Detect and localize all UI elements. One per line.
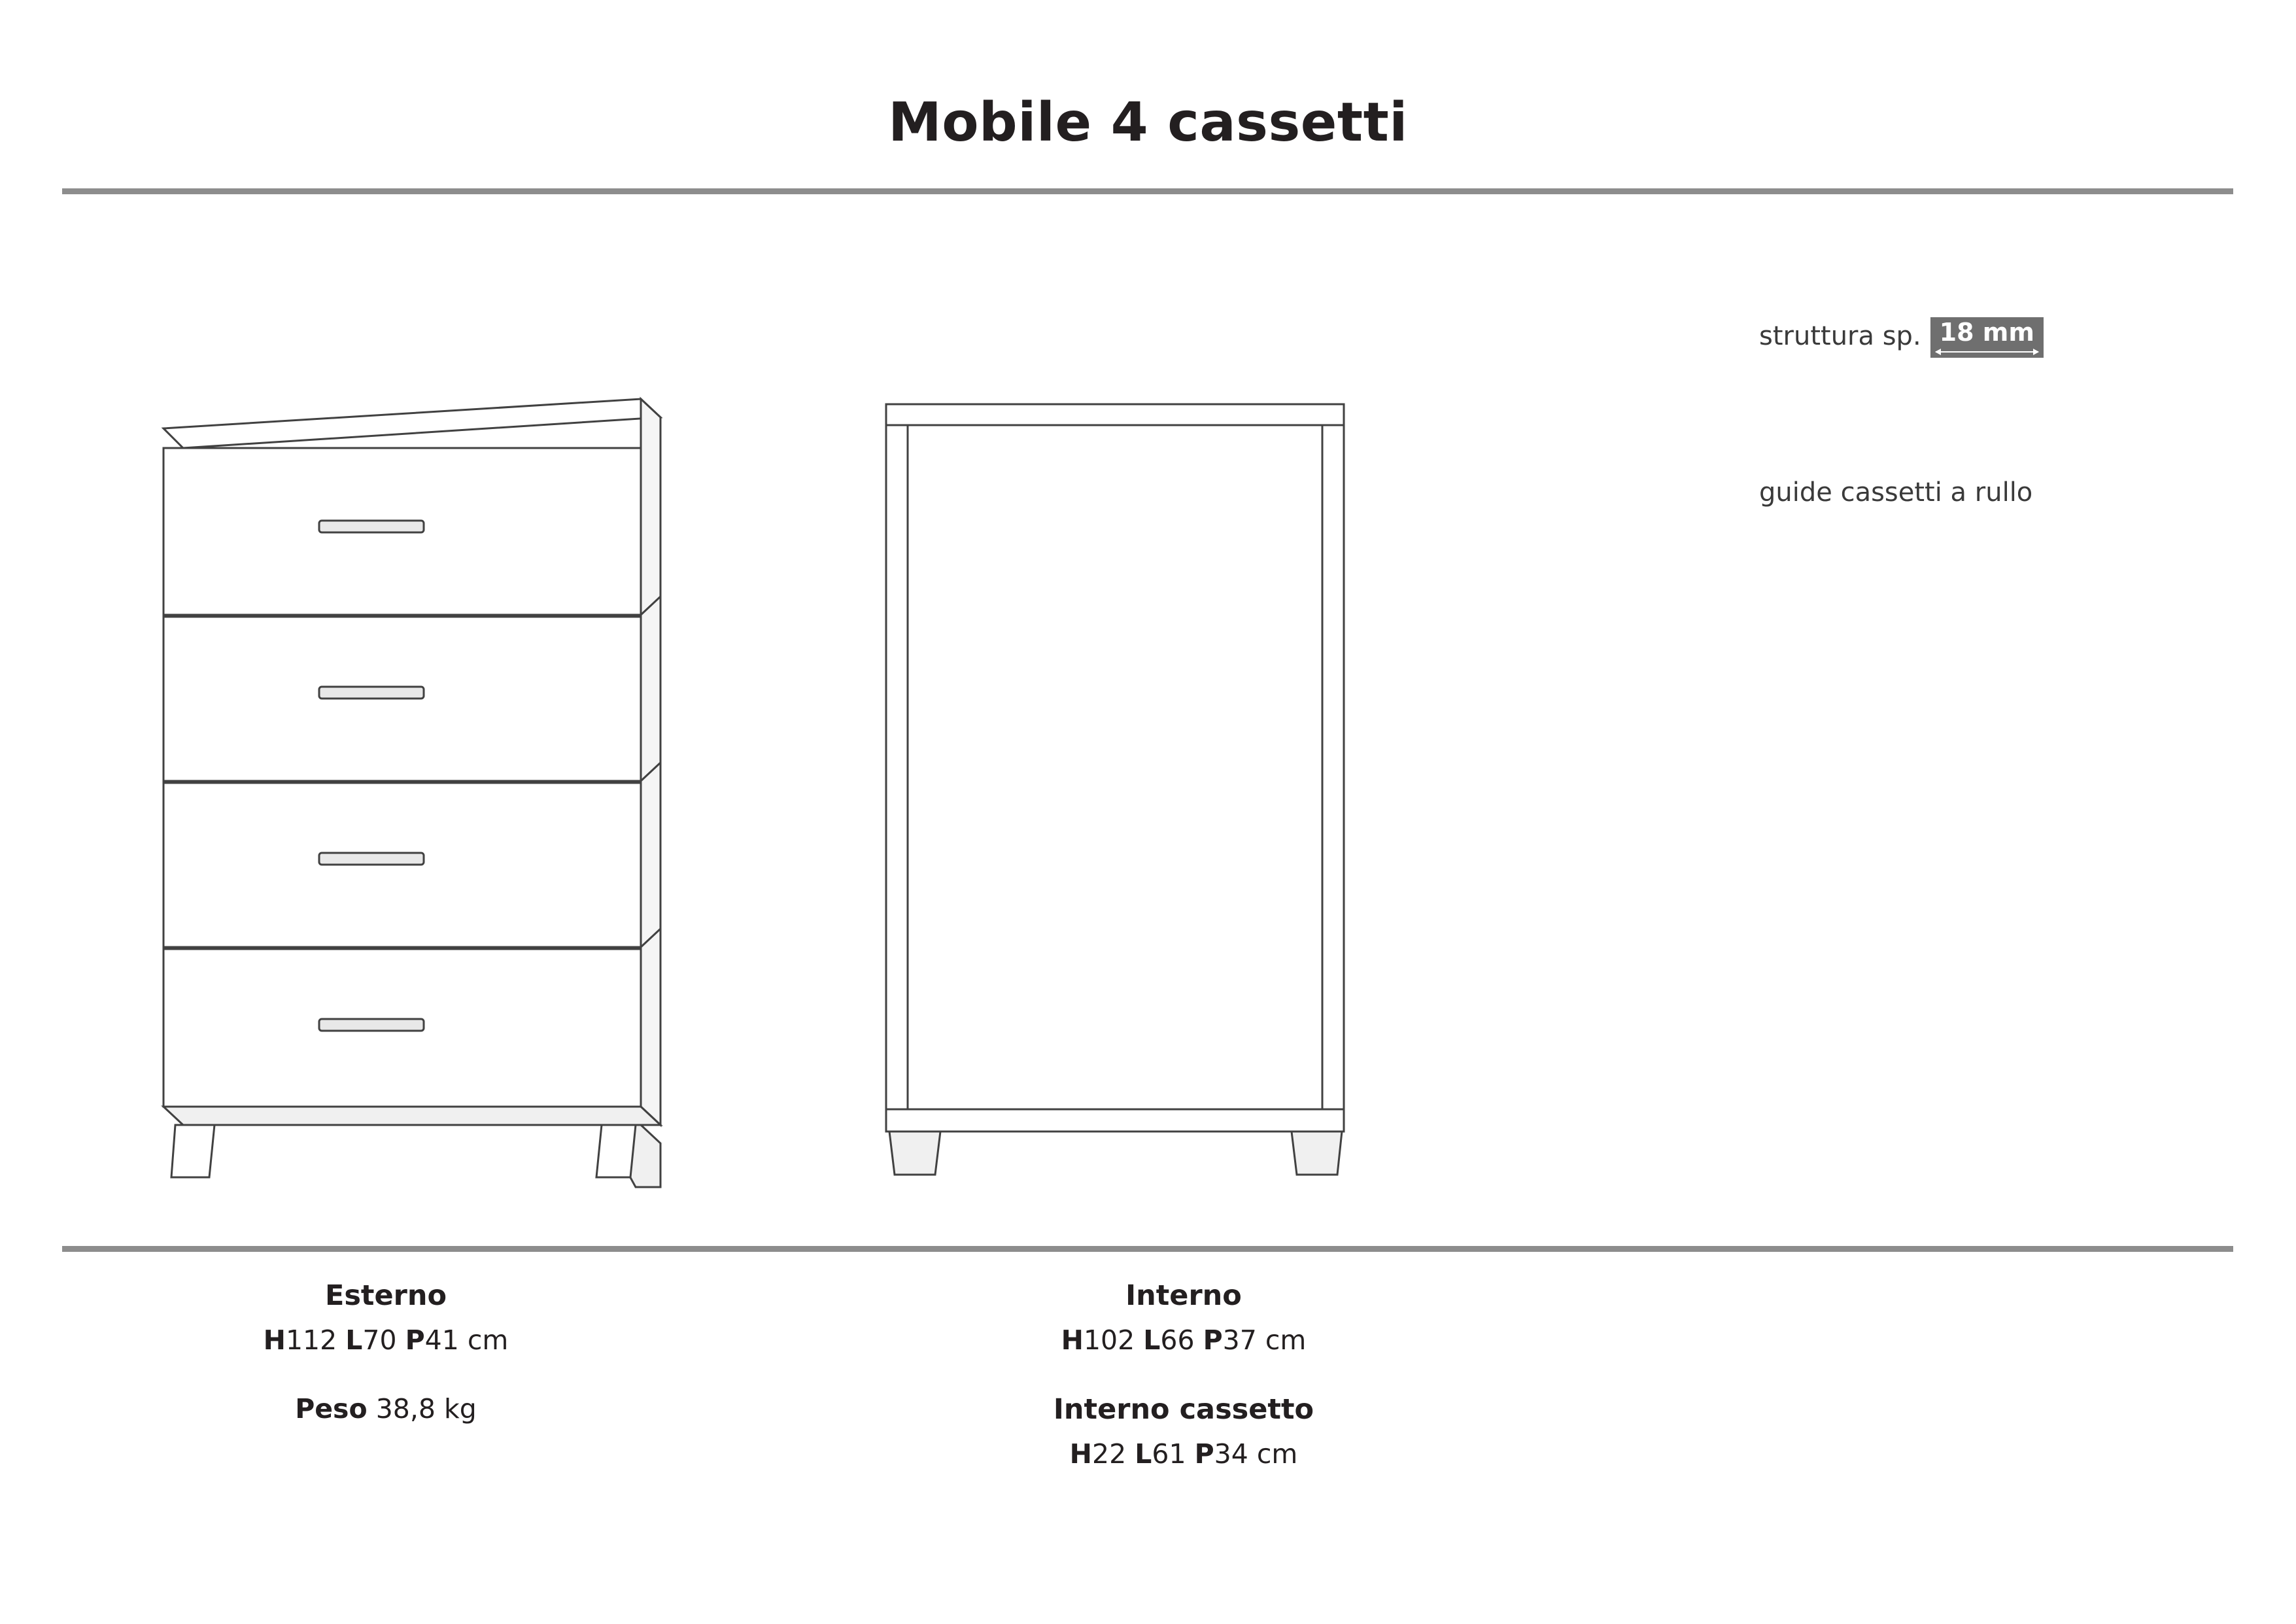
exterior-drawing-svg	[144, 392, 732, 1203]
drawer-interior-dimensions: H22 L61 P34 cm	[1069, 1438, 1298, 1470]
exterior-dimensions: H112 L70 P41 cm	[263, 1324, 509, 1356]
exterior-specs	[144, 1279, 628, 1442]
divider-top	[62, 188, 2233, 194]
drawer-interior-heading: Interno cassetto	[1053, 1393, 1314, 1426]
spacer	[942, 1373, 1426, 1396]
interior-drawing	[870, 392, 1393, 1206]
structure-thickness-note	[1759, 317, 2044, 358]
divider-bottom	[62, 1246, 2233, 1252]
status-badge	[1930, 317, 2044, 358]
spacer	[144, 1373, 628, 1396]
structure-thickness-label: struttura sp.	[1759, 320, 1921, 351]
weight-label: Peso	[295, 1393, 368, 1425]
thickness-value: 18 mm	[1939, 318, 2034, 347]
exterior-drawing	[144, 392, 732, 1206]
interior-heading: Interno	[1125, 1279, 1242, 1312]
exterior-weight	[144, 1393, 628, 1425]
interior-dimensions: H102 L66 P37 cm	[1061, 1324, 1307, 1356]
weight-value: 38,8 kg	[375, 1393, 477, 1425]
drawer-guides-note: guide cassetti a rullo	[1759, 477, 2033, 508]
exterior-heading: Esterno	[324, 1279, 447, 1312]
interior-drawing-svg	[870, 392, 1393, 1203]
measure-arrow-icon	[1936, 351, 2038, 353]
page-title: Mobile 4 cassetti	[888, 92, 1408, 154]
interior-specs	[942, 1279, 1426, 1487]
